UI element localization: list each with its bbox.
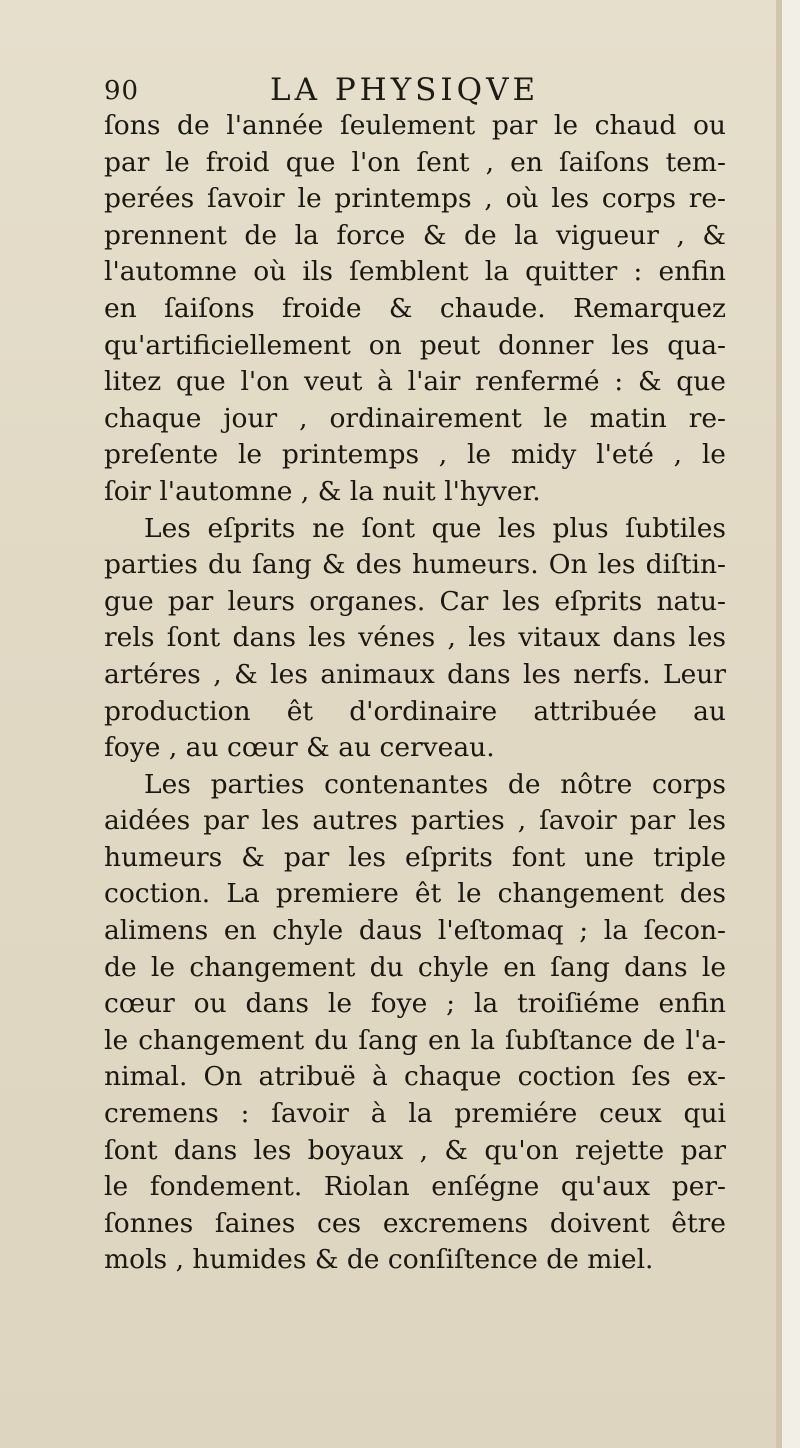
body-text xyxy=(104,108,726,1279)
text-line: cremens : ſavoir à la premiére ceux qui xyxy=(104,1098,726,1130)
text-line: aidées par les autres parties , ſavoir par les xyxy=(104,805,726,837)
text-line: ſonnes ſaines ces excremens doivent être xyxy=(104,1207,726,1239)
text-line: prennent de la force & de la vigueur , & xyxy=(104,219,726,251)
text-line: le fondement. Riolan enſégne qu'aux per- xyxy=(104,1171,726,1203)
text-line: cœur ou dans le foye ; la troiſiéme enfin xyxy=(104,988,726,1020)
text-line: Les parties contenantes de nôtre corps xyxy=(144,768,726,800)
page-number: 90 xyxy=(104,76,140,106)
text-line: production êt d'ordinaire attribuée au xyxy=(104,695,726,727)
text-line: chaque jour , ordinairement le matin re- xyxy=(104,402,726,434)
text-line: artéres , & les animaux dans les nerfs. Leur xyxy=(104,658,726,690)
text-line: litez que l'on veut à l'air renfermé : & que xyxy=(104,366,726,398)
text-line: humeurs & par les eſprits font une triple xyxy=(104,841,726,873)
text-line: perées ſavoir le printemps , où les corps re- xyxy=(104,183,726,215)
text-line: Les eſprits ne ſont que les plus ſubtiles xyxy=(144,512,726,544)
text-line: ſons de l'année ſeulement par le chaud ou xyxy=(104,110,726,141)
paragraph xyxy=(104,108,726,511)
paragraph xyxy=(104,511,726,767)
page-edge xyxy=(782,0,800,1448)
text-line: nimal. On atribuë à chaque coction ſes ex- xyxy=(104,1061,726,1093)
page-header xyxy=(104,72,744,112)
running-head: LA PHYSIQVE xyxy=(270,72,540,108)
text-line: qu'artificiellement on peut donner les qua- xyxy=(104,329,726,361)
text-line: rels ſont dans les vénes , les vitaux dans les xyxy=(104,622,726,654)
text-line: le changement du ſang en la ſubſtance de l'a- xyxy=(104,1024,726,1056)
text-line: parties du ſang & des humeurs. On les diſtin- xyxy=(104,549,726,581)
text-line: ſoir l'automne , & la nuit l'hyver. xyxy=(104,475,541,507)
text-line: en ſaiſons froide & chaude. Remarquez xyxy=(104,292,726,324)
text-line: par le froid que l'on ſent , en ſaiſons tem- xyxy=(104,146,726,178)
text-line: coction. La premiere êt le changement des xyxy=(104,878,726,910)
paragraph xyxy=(104,767,726,1279)
text-line: mols , humides & de conſiſtence de miel. xyxy=(104,1244,654,1276)
text-line: de le changement du chyle en ſang dans le xyxy=(104,951,726,983)
text-line: alimens en chyle daus l'eſtomaq ; la ſecon- xyxy=(104,915,726,947)
text-line: ſont dans les boyaux , & qu'on rejette par xyxy=(104,1134,726,1166)
text-line: l'automne où ils ſemblent la quitter : enfin xyxy=(104,256,726,288)
text-line: gue par leurs organes. Car les eſprits natu- xyxy=(104,585,726,617)
text-line: preſente le printemps , le midy l'eté , le xyxy=(104,439,726,471)
text-line: foye , au cœur & au cerveau. xyxy=(104,732,495,764)
